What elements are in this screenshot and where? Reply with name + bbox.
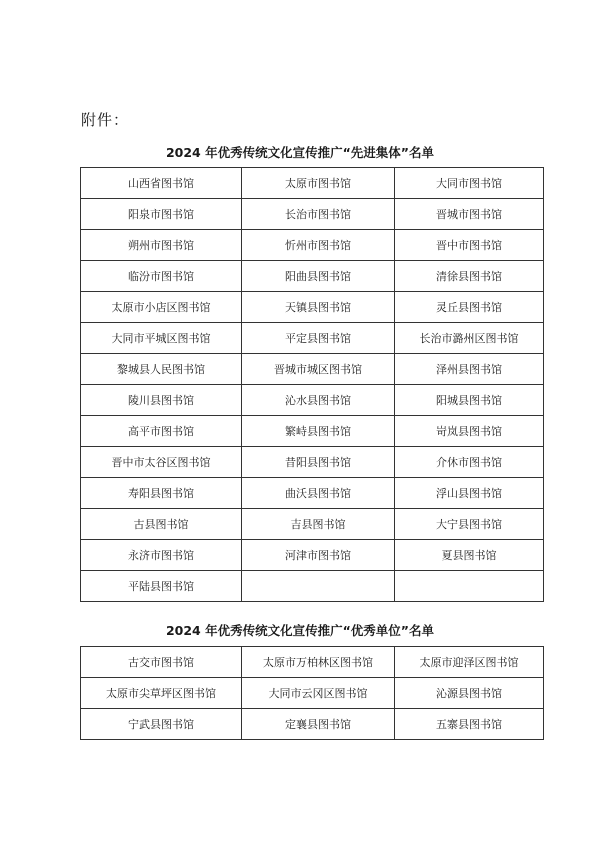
library-name-cell: 大同市图书馆: [395, 168, 544, 199]
library-name-cell: 太原市尖草坪区图书馆: [81, 678, 242, 709]
library-name-cell: 沁源县图书馆: [395, 678, 544, 709]
table-row: [81, 168, 544, 199]
library-name-cell: 陵川县图书馆: [81, 385, 242, 416]
library-name-cell: 太原市万柏林区图书馆: [242, 647, 395, 678]
table-row: [81, 540, 544, 571]
section-title-outstanding-units: 2024 年优秀传统文化宣传推广“优秀单位”名单: [165, 623, 435, 638]
table-row: [81, 509, 544, 540]
library-name-cell: 晋中市太谷区图书馆: [81, 447, 242, 478]
table-row: [81, 647, 544, 678]
library-name-cell: 清徐县图书馆: [395, 261, 544, 292]
attachment-label: 附件：: [81, 111, 130, 129]
library-name-cell: 繁峙县图书馆: [242, 416, 395, 447]
library-name-cell: 高平市图书馆: [81, 416, 242, 447]
library-name-cell: 宁武县图书馆: [81, 709, 242, 740]
table-row: [81, 385, 544, 416]
library-name-cell: 太原市小店区图书馆: [81, 292, 242, 323]
library-name-cell: 古县图书馆: [81, 509, 242, 540]
library-name-cell: 平陆县图书馆: [81, 571, 242, 602]
table-row: [81, 478, 544, 509]
library-name-cell: 太原市迎泽区图书馆: [395, 647, 544, 678]
library-name-cell: 昔阳县图书馆: [242, 447, 395, 478]
library-name-cell: 大同市云冈区图书馆: [242, 678, 395, 709]
library-name-cell: 长治市图书馆: [242, 199, 395, 230]
advanced-collectives-table: [80, 167, 544, 602]
table-row: [81, 678, 544, 709]
library-name-cell: 晋城市图书馆: [395, 199, 544, 230]
table-row: [81, 261, 544, 292]
library-name-cell: 夏县图书馆: [395, 540, 544, 571]
library-name-cell: 介休市图书馆: [395, 447, 544, 478]
library-name-cell: 寿阳县图书馆: [81, 478, 242, 509]
library-name-cell: 吉县图书馆: [242, 509, 395, 540]
library-name-cell: 天镇县图书馆: [242, 292, 395, 323]
library-name-cell: 永济市图书馆: [81, 540, 242, 571]
library-name-cell: 五寨县图书馆: [395, 709, 544, 740]
library-name-cell: 晋中市图书馆: [395, 230, 544, 261]
library-name-cell: 长治市潞州区图书馆: [395, 323, 544, 354]
table-row: [81, 292, 544, 323]
library-name-cell: 山西省图书馆: [81, 168, 242, 199]
library-name-cell: 泽州县图书馆: [395, 354, 544, 385]
table-row: [81, 571, 544, 602]
library-name-cell: 阳曲县图书馆: [242, 261, 395, 292]
library-name-cell: 古交市图书馆: [81, 647, 242, 678]
table-row: [81, 416, 544, 447]
library-name-cell: 阳泉市图书馆: [81, 199, 242, 230]
library-name-cell: 曲沃县图书馆: [242, 478, 395, 509]
library-name-cell: 浮山县图书馆: [395, 478, 544, 509]
table-row: [81, 709, 544, 740]
outstanding-units-table: [80, 646, 544, 740]
library-name-cell: 大宁县图书馆: [395, 509, 544, 540]
library-name-cell: 灵丘县图书馆: [395, 292, 544, 323]
library-name-cell: 忻州市图书馆: [242, 230, 395, 261]
library-name-cell: [395, 571, 544, 602]
library-name-cell: 太原市图书馆: [242, 168, 395, 199]
library-name-cell: 定襄县图书馆: [242, 709, 395, 740]
library-name-cell: 岢岚县图书馆: [395, 416, 544, 447]
library-name-cell: 黎城县人民图书馆: [81, 354, 242, 385]
table-row: [81, 354, 544, 385]
table-row: [81, 323, 544, 354]
library-name-cell: 沁水县图书馆: [242, 385, 395, 416]
table-row: [81, 447, 544, 478]
library-name-cell: 平定县图书馆: [242, 323, 395, 354]
table-row: [81, 199, 544, 230]
library-name-cell: [242, 571, 395, 602]
library-name-cell: 阳城县图书馆: [395, 385, 544, 416]
library-name-cell: 大同市平城区图书馆: [81, 323, 242, 354]
library-name-cell: 临汾市图书馆: [81, 261, 242, 292]
library-name-cell: 晋城市城区图书馆: [242, 354, 395, 385]
library-name-cell: 朔州市图书馆: [81, 230, 242, 261]
section-title-advanced-collectives: 2024 年优秀传统文化宣传推广“先进集体”名单: [165, 145, 435, 160]
table-row: [81, 230, 544, 261]
library-name-cell: 河津市图书馆: [242, 540, 395, 571]
